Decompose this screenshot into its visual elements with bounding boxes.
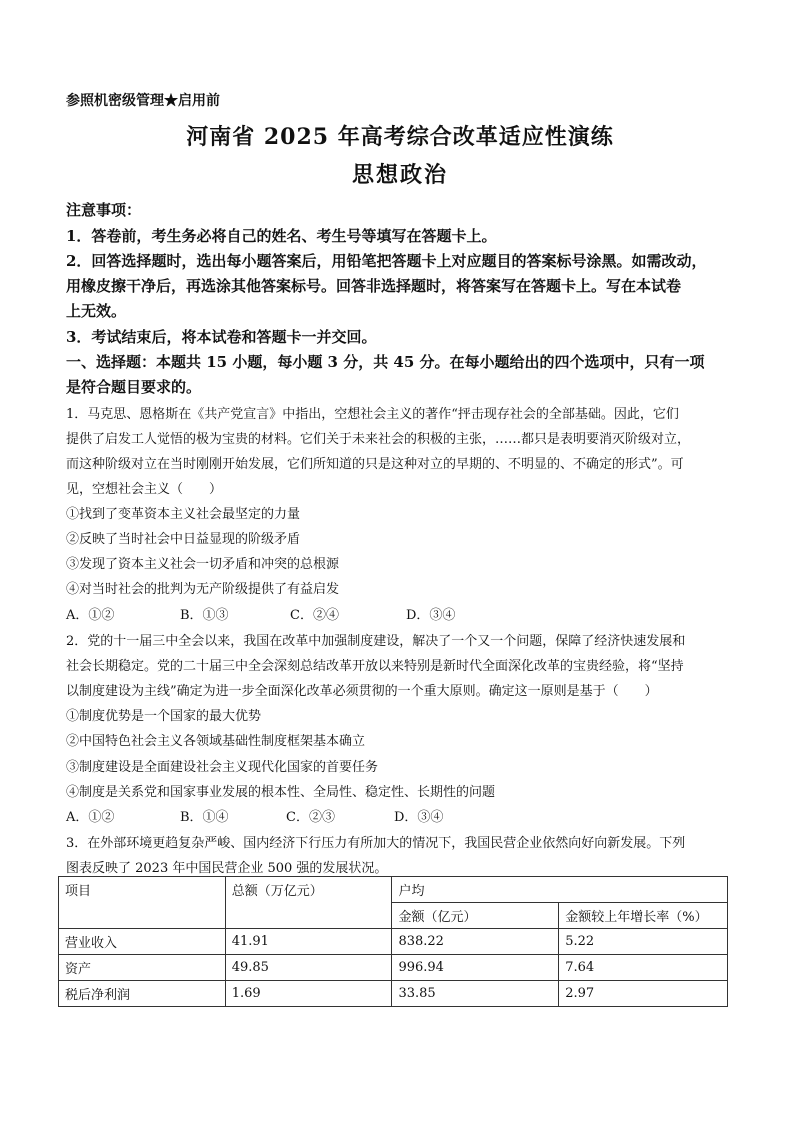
q1-item: ④对当时社会的批判为无产阶级提供了有益启发: [66, 582, 340, 597]
table-row: [59, 955, 728, 981]
cell-total: 49.85: [225, 955, 392, 981]
cell-item: 资产: [59, 955, 226, 981]
q2-option-c[interactable]: C．②③: [286, 810, 335, 825]
notice-heading: 注意事项：: [66, 201, 142, 219]
q2-item: ④制度是关系党和国家事业发展的根本性、全局性、稳定性、长期性的问题: [66, 785, 496, 800]
cell-item: 税后净利润: [59, 981, 226, 1007]
secret-label: 参照机密级管理★启用前: [66, 93, 220, 109]
q1-options: [66, 604, 736, 623]
q2-item: ②中国特色社会主义各领域基础性制度框架基本确立: [66, 734, 366, 749]
cell-item: 营业收入: [59, 929, 226, 955]
q1-option-b[interactable]: B．①③: [180, 608, 229, 623]
cell-growth: 7.64: [559, 955, 728, 981]
table-row: [59, 929, 728, 955]
q2-option-a[interactable]: A．①②: [66, 810, 115, 825]
q2-item: ①制度优势是一个国家的最大优势: [66, 709, 262, 724]
notice-line: 2．回答选择题时，选出每小题答案后，用铅笔把答题卡上对应题目的答案标号涂黑。如需改动，: [66, 252, 707, 270]
q1-stem-line: 1．马克思、恩格斯在《共产党宣言》中指出，空想社会主义的著作“抨击现存社会的全部基础。因此，它们: [66, 407, 679, 422]
notice-line: 用橡皮擦干净后，再选涂其他答案标号。回答非选择题时，将答案写在答题卡上。写在本试卷: [66, 277, 682, 295]
q3-stem-line: 3．在外部环境更趋复杂严峻、国内经济下行压力有所加大的情况下，我国民营企业依然向好向新发展。下列: [66, 836, 686, 851]
q1-stem-line: 而这种阶级对立在当时刚刚开始发展，它们所知道的只是这种对立的早期的、不明显的、不确定的形式”。可: [66, 457, 684, 472]
notice-line: 3．考试结束后，将本试卷和答题卡一并交回。: [66, 328, 377, 346]
q2-stem-line: 以制度建设为主线”确定为进一步全面深化改革必须贯彻的一个重大原则。确定这一原则是基于（ ）: [66, 684, 658, 699]
cell-amount: 996.94: [392, 955, 559, 981]
enterprise-data-table: [58, 876, 728, 1007]
q1-item: ②反映了当时社会中日益显现的阶级矛盾: [66, 532, 301, 547]
cell-amount: 33.85: [392, 981, 559, 1007]
section-heading: 一、选择题：本题共 15 小题，每小题 3 分，共 45 分。在每小题给出的四个选项中，只有一项: [66, 353, 705, 371]
header-item: 项目: [59, 877, 226, 929]
header-amount: 金额（亿元）: [392, 903, 559, 929]
q2-stem-line: 2．党的十一届三中全会以来，我国在改革中加强制度建设，解决了一个又一个问题，保障了经济快速发展和: [66, 634, 686, 649]
q1-item: ③发现了资本主义社会一切矛盾和冲突的总根源: [66, 557, 340, 572]
q1-item: ①找到了变革资本主义社会最坚定的力量: [66, 507, 301, 522]
q2-stem-line: 社会长期稳定。党的二十届三中全会深刻总结改革开放以来特别是新时代全面深化改革的宝贵经验，将“坚持: [66, 659, 684, 674]
cell-total: 1.69: [225, 981, 392, 1007]
q2-options: [66, 806, 736, 825]
cell-total: 41.91: [225, 929, 392, 955]
q2-option-b[interactable]: B．①④: [180, 810, 229, 825]
cell-amount: 838.22: [392, 929, 559, 955]
q1-stem-line: 见，空想社会主义（ ）: [66, 482, 223, 497]
notice-line: 上无效。: [66, 302, 127, 320]
cell-growth: 2.97: [559, 981, 728, 1007]
exam-title: 河南省 2025 年高考综合改革适应性演练: [186, 124, 614, 150]
subject-title: 思想政治: [351, 162, 448, 188]
table-header-row: [59, 877, 728, 903]
header-growth: 金额较上年增长率（%）: [559, 903, 728, 929]
table-row: [59, 981, 728, 1007]
section-heading: 是符合题目要求的。: [66, 378, 202, 396]
q2-item: ③制度建设是全面建设社会主义现代化国家的首要任务: [66, 760, 379, 775]
q2-option-d[interactable]: D．③④: [394, 810, 444, 825]
header-average: 户均: [392, 877, 728, 903]
cell-growth: 5.22: [559, 929, 728, 955]
header-total: 总额（万亿元）: [225, 877, 392, 929]
q1-stem-line: 提供了启发工人觉悟的极为宝贵的材料。它们关于未来社会的积极的主张，……都只是表明要消灭阶级对立，: [66, 432, 691, 447]
q1-option-c[interactable]: C．②④: [290, 608, 339, 623]
q3-stem-line: 图表反映了 2023 年中国民营企业 500 强的发展状况。: [66, 861, 388, 876]
q1-option-a[interactable]: A．①②: [66, 608, 115, 623]
notice-line: 1．答卷前，考生务必将自己的姓名、考生号等填写在答题卡上。: [66, 227, 497, 245]
q1-option-d[interactable]: D．③④: [406, 608, 456, 623]
